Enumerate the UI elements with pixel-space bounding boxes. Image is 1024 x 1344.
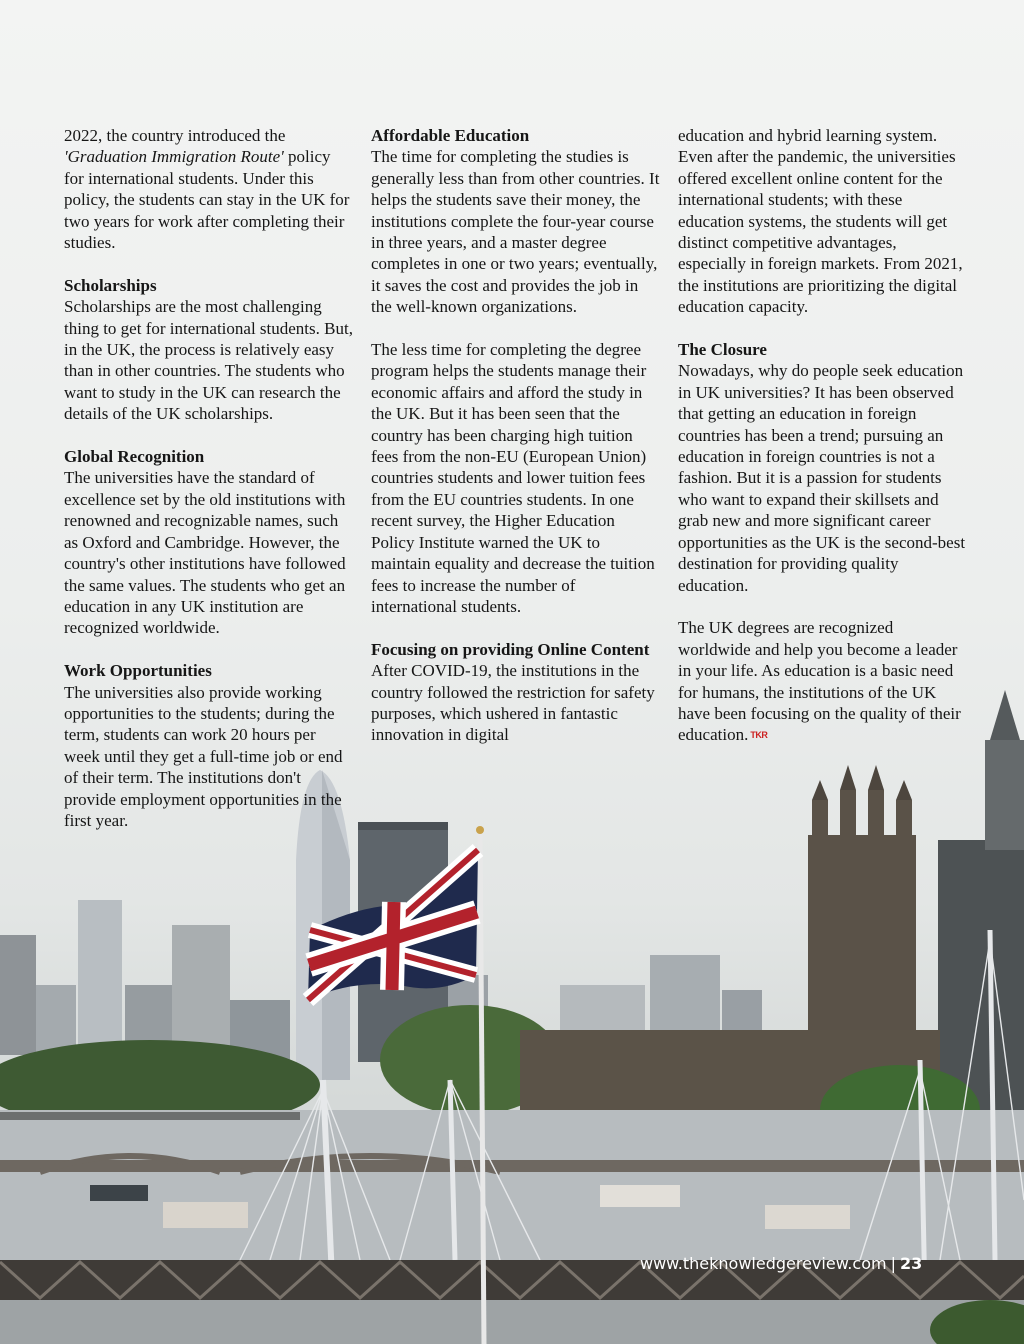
body-paragraph: The universities also provide working opportunities to the students; during the term, students can work 20 hours per week until they get a full-time job or end of their term. The institutions don't provide employment opportunities in the first year. (64, 682, 343, 830)
page-footer (640, 1254, 922, 1273)
section-heading: Scholarships (64, 275, 157, 295)
body-paragraph: After COVID-19, the institutions in the country followed the restriction for safety purposes, which ushered in fantastic innovation in digital (371, 661, 655, 745)
section-heading: The Closure (678, 340, 767, 360)
body-paragraph: The universities have the standard of excellence set by the old institutions with renowned and recognizable names, such as Oxford and Cambridge. However, the country's other institutions have followed the same values. The students who get an education in any UK institution are recognized worldwide. (64, 468, 346, 638)
section-heading: Global Recognition (64, 447, 205, 467)
body-paragraph: The time for completing the studies is generally less than from other countries. It helps the students save their money, the institutions complete the four-year course in three years, and a master degree completes in one or two years; eventually, it saves the cost and provides the job in the well-known organizations. (371, 147, 660, 317)
footer-separator: | (890, 1254, 896, 1273)
article-column-2 (371, 125, 661, 767)
footer-url-link[interactable]: www.theknowledgereview.com (640, 1254, 887, 1273)
section-heading: Focusing on providing Online Content (371, 639, 650, 659)
body-paragraph: 2022, the country introduced the 'Graduation Immigration Route' policy for international students. Under this policy, the students can stay in the UK for two years for work after completing their studies. (64, 126, 350, 253)
body-paragraph: The UK degrees are recognized worldwide and help you become a leader in your life. As education is a basic need for humans, the institutions of the UK have been focusing on the quality of their education. TKR (678, 617, 968, 746)
body-paragraph: The less time for completing the degree program helps the students manage their economic affairs and afford the study in the UK. But it has been seen that the country has been charging high tuition fees from the non-EU (European Union) countries students and lower tuition fees from the EU countries students. In one recent survey, the Higher Education Policy Institute warned the UK to maintain equality and decrease the tuition fees to increase the number of international students. (371, 340, 655, 616)
section-heading: Work Opportunities (64, 661, 212, 681)
body-paragraph: Scholarships are the most challenging thing to get for international students. But, in the UK, the process is relatively easy than in other countries. The students who want to study in the UK can research the details of the UK scholarships. (64, 297, 353, 424)
article-column-1 (64, 125, 354, 853)
page-number: 23 (899, 1254, 923, 1273)
article-column-3 (678, 125, 968, 768)
section-heading: Affordable Education (371, 126, 530, 145)
body-paragraph: Nowadays, why do people seek education in UK universities? It has been observed that getting an education in foreign countries has been a trend; pursuing an education in foreign countries is not a fashion. But it is a passion for students who want to expand their skillsets and grab new and more significant career opportunities as the UK is the second-best destination for providing quality education. (678, 361, 966, 595)
end-mark-logo: TKR (750, 730, 768, 741)
body-paragraph: education and hybrid learning system. Even after the pandemic, the universities offered excellent online content for the international students; with these education systems, the students will get distinct competitive advantages, especially in foreign markets. From 2021, the institutions are prioritizing the digital education capacity. (678, 126, 963, 317)
